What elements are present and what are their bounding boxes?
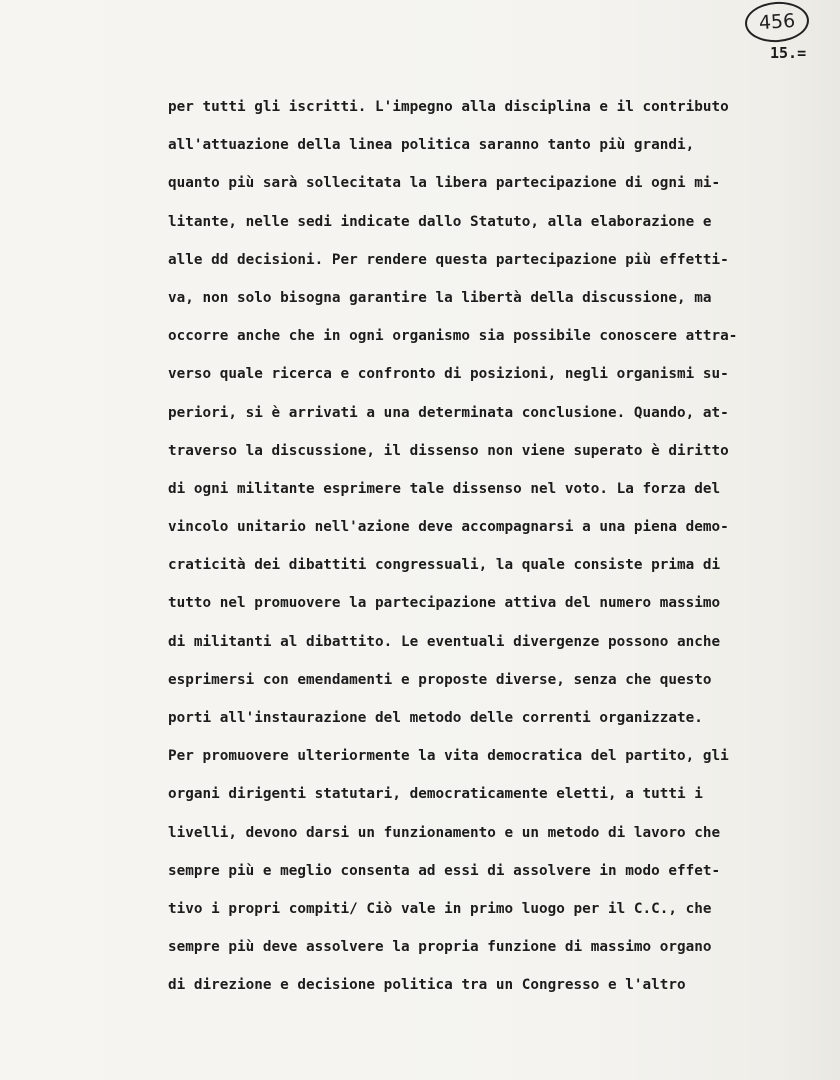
text-line: di militanti al dibattito. Le eventuali divergenze possono anche [168,633,721,650]
text-line: tivo i propri compiti/ Ciò vale in primo luogo per il C.C., che [168,900,712,917]
text-line: occorre anche che in ogni organismo sia possibile conoscere attra- [168,328,738,345]
text-line: Per promuovere ulteriormente la vita democratica del partito, gli [168,748,729,765]
body-text [168,95,818,1012]
text-line: livelli, devono darsi un funzionamento e un metodo di lavoro che [168,824,721,841]
text-line: organi dirigenti statutari, democraticamente eletti, a tutti i [168,786,703,803]
text-line: all'attuazione della linea politica saranno tanto più grandi, [168,137,695,154]
text-line: sempre più deve assolvere la propria funzione di massimo organo [168,939,712,956]
text-line: litante, nelle sedi indicate dallo Statuto, alla elaborazione e [168,213,712,230]
text-line: quanto più sarà sollecitata la libera partecipazione di ogni mi- [168,175,721,192]
text-line: verso quale ricerca e confronto di posizioni, negli organismi su- [168,366,729,383]
archive-stamp: 456 [744,0,811,44]
text-line: porti all'instaurazione del metodo delle correnti organizzate. [168,710,703,726]
text-line: sempre più e meglio consenta ad essi di assolvere in modo effet- [168,862,721,879]
text-line: vincolo unitario nell'azione deve accompagnarsi a una piena demo- [168,519,729,536]
text-line: esprimersi con emendamenti e proposte diverse, senza che questo [168,671,712,688]
text-line: traverso la discussione, il dissenso non viene superato è diritto [168,442,729,459]
text-line: per tutti gli iscritti. L'impegno alla disciplina e il contributo [168,99,729,115]
text-line: periori, si è arrivati a una determinata conclusione. Quando, at- [168,404,729,421]
text-line: tutto nel promuovere la partecipazione attiva del numero massimo [168,595,721,612]
page-number: 15.= [770,44,807,62]
text-line: di direzione e decisione politica tra un Congresso e l'altro [168,977,686,994]
text-line: di ogni militante esprimere tale dissenso nel voto. La forza del [168,480,721,497]
text-line: alle dd decisioni. Per rendere questa partecipazione più effetti- [168,251,729,268]
text-line: va, non solo bisogna garantire la libertà della discussione, ma [168,289,712,306]
text-line: craticità dei dibattiti congressuali, la quale consiste prima di [168,557,721,574]
